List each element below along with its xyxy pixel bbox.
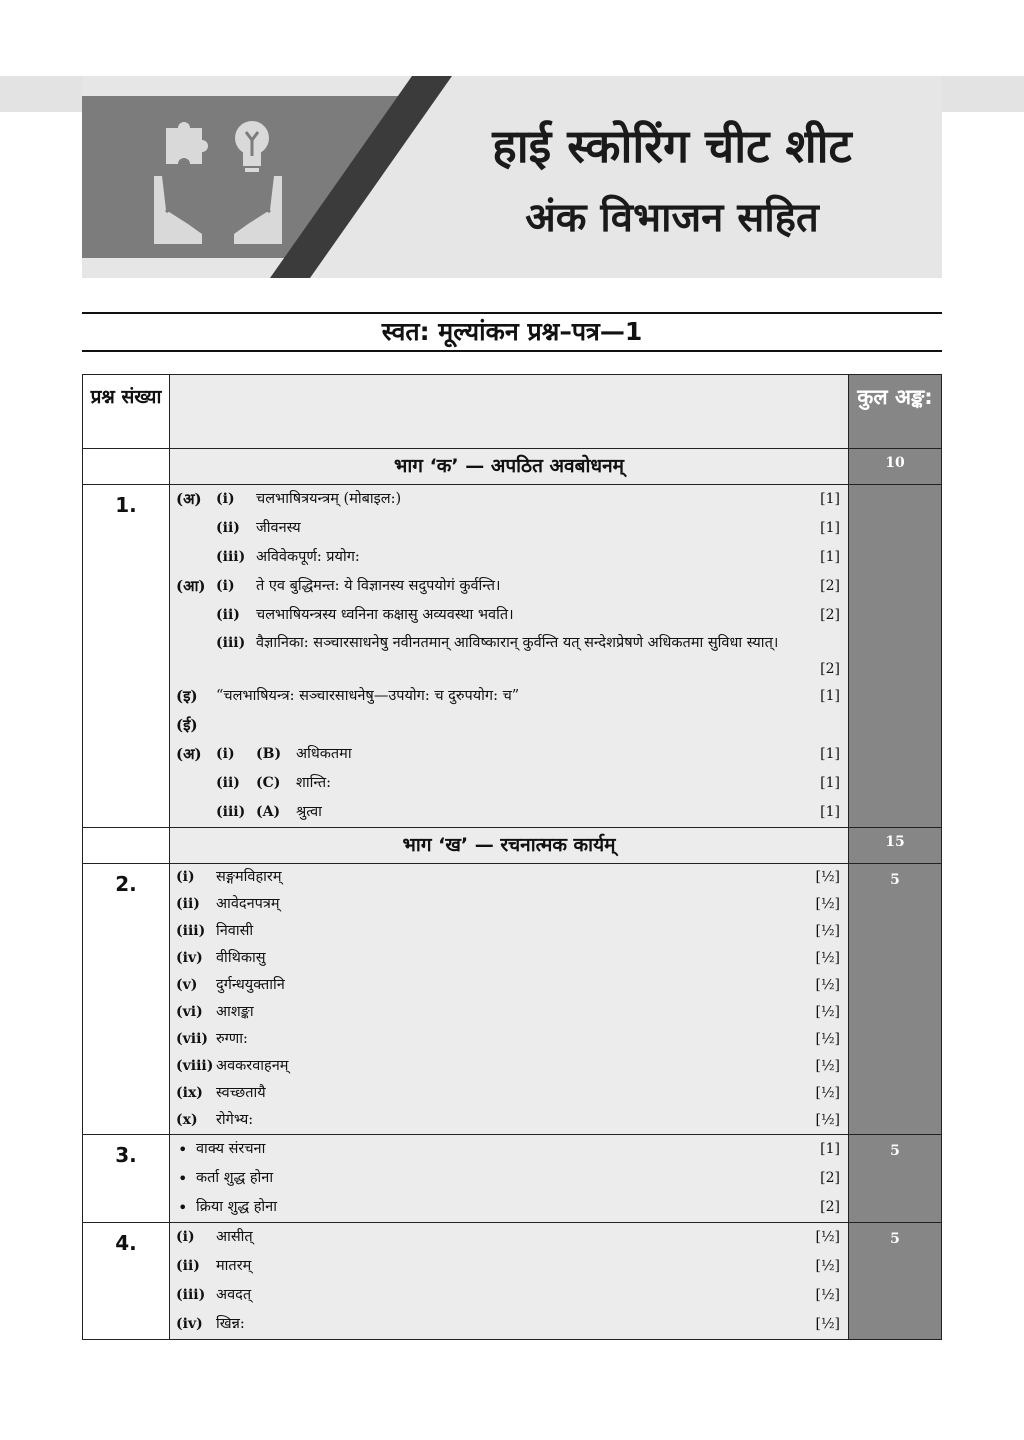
question-4-row [83,1223,942,1340]
question-1-answers [170,485,849,828]
list-item: (x) रोगेभ्य: [½] [176,1112,840,1128]
title-bottom-rule [82,350,942,352]
question-3-row [83,1135,942,1223]
list-item: (vii) रुग्णा: [½] [176,1031,840,1047]
list-item: (i) सङ्गमविहारम् [½] [176,869,840,885]
question-1-total [849,485,942,828]
list-item: • वाक्य संरचना [1] [178,1140,840,1159]
banner-title: हाई स्कोरिंग चीट शीट [492,119,852,173]
question-4-total: 5 [849,1223,942,1340]
marks-table [82,374,942,1340]
banner-subtitle: अंक विभाजन सहित [525,195,819,241]
question-2-total: 5 [849,864,942,1135]
part-b-blank [83,828,170,864]
list-item: (vi) आशङ्का [½] [176,1004,840,1020]
list-item: (ii) आवेदनपत्रम् [½] [176,896,840,912]
question-3-total: 5 [849,1135,942,1223]
list-item: (iii) (A) श्रुत्वा [1] [216,804,840,820]
part-a-blank [83,449,170,485]
part-a-title: भाग ‘क’ — अपठित अवबोधनम् [170,449,849,485]
question-number: 3. [83,1135,170,1223]
question-2-row [83,864,942,1135]
list-item: (अ) (i) (B) अधिकतमा [1] [176,745,840,763]
part-a-row [83,449,942,485]
question-1-row [83,485,942,828]
list-item: (ii) मातरम् [½] [176,1258,840,1274]
list-item: (iii) वैज्ञानिका: सञ्चारसाधनेषु नवीनतमान् आविष्कारान् कुर्वन्ति यत् सन्देशप्रेषणे अधिकतमा सुविधा स्यात्। [2] [216,635,840,677]
list-item: (v) दुर्गन्धयुक्तानि [½] [176,977,840,993]
question-3-answers [170,1135,849,1223]
list-item: (ix) स्वच्छतायै [½] [176,1085,840,1101]
list-item: (iii) निवासी [½] [176,923,840,939]
list-item: • कर्ता शुद्ध होना [2] [178,1169,840,1188]
part-b-title: भाग ‘ख’ — रचनात्मक कार्यम् [170,828,849,864]
list-item: (ii) जीवनस्य [1] [216,520,840,536]
list-item: (iv) खिन्न: [½] [176,1316,840,1332]
list-item: (ई) [176,716,198,734]
list-item: (आ) (i) ते एव बुद्धिमन्त: ये विज्ञानस्य सदुपयोगं कुर्वन्ति। [2] [176,577,840,595]
ideas-hands-icon [148,114,288,244]
list-item: (इ) “चलभाषियन्त्र: सञ्चारसाधनेषु—उपयोग: च दुरुपयोग: च” [1] [176,687,840,705]
banner [82,76,942,278]
header-row [83,375,942,449]
list-item: (i) आसीत् [½] [176,1229,840,1245]
part-b-row [83,828,942,864]
list-item: (ii) चलभाषियन्त्रस्य ध्वनिना कक्षासु अव्यवस्था भवति। [2] [216,607,840,623]
question-number: 1. [83,485,170,828]
paper-title: स्वत: मूल्यांकन प्रश्न–पत्र—1 [381,317,643,346]
question-number: 4. [83,1223,170,1340]
header-blank [170,375,849,449]
list-item: (iv) वीथिकासु [½] [176,950,840,966]
header-question-number: प्रश्न संख्या [83,375,170,449]
list-item: (iii) अविवेकपूर्ण: प्रयोग: [1] [216,549,840,565]
part-a-total: 10 [849,449,942,485]
list-item: (viii) अवकरवाहनम् [½] [176,1058,840,1074]
list-item: (अ) (i) चलभाषित्रयन्त्रम् (मोबाइल:) [1] [176,490,840,508]
question-2-answers [170,864,849,1135]
question-number: 2. [83,864,170,1135]
question-4-answers [170,1223,849,1340]
list-item: (iii) अवदत् [½] [176,1287,840,1303]
list-item: (ii) (C) शान्ति: [1] [216,775,840,791]
header-total: कुल अङ्क: [849,375,942,449]
part-b-total: 15 [849,828,942,864]
list-item: • क्रिया शुद्ध होना [2] [178,1198,840,1217]
